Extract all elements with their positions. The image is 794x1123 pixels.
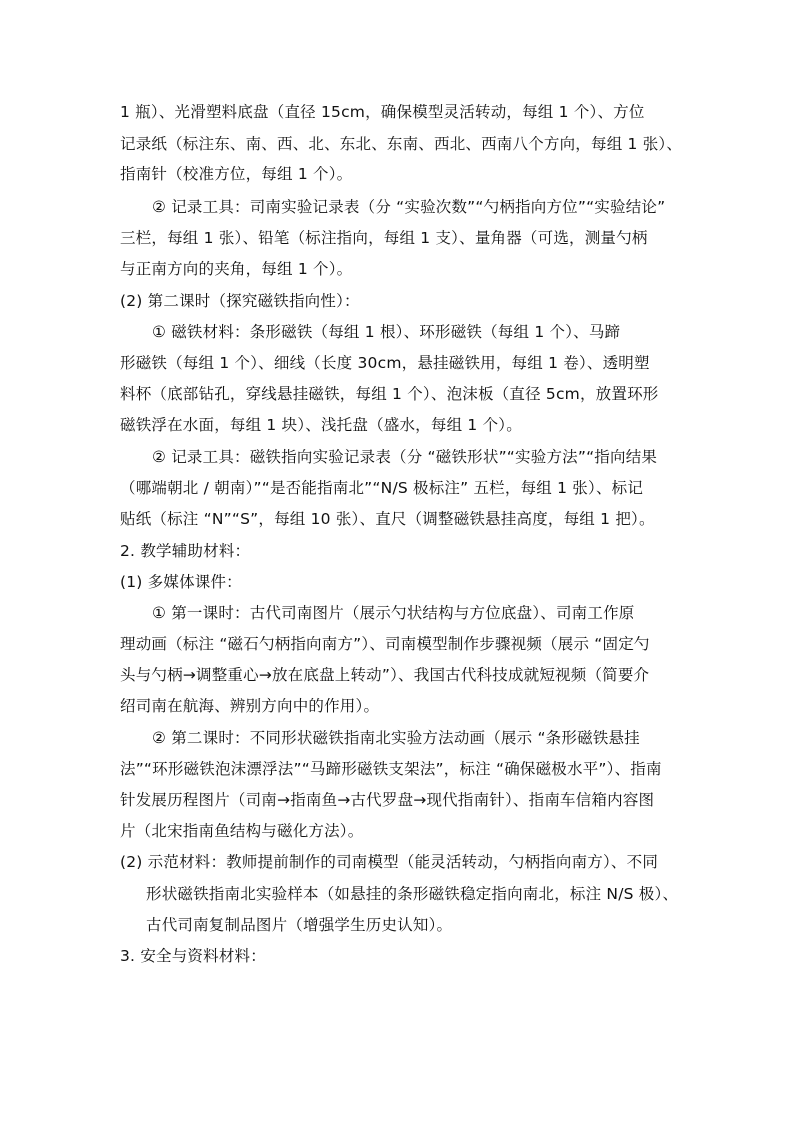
section-heading: (2) 第二课时（探究磁铁指向性）： xyxy=(120,292,360,310)
text-line: ① 第一课时：古代司南图片（展示勺状结构与方位底盘）、司南工作原 xyxy=(152,604,635,622)
text-line: 理动画（标注 “磁石勺柄指向南方”）、司南模型制作步骤视频（展示 “固定勺 xyxy=(120,635,650,653)
section-heading: 3. 安全与资料材料： xyxy=(120,947,266,965)
text-line: 绍司南在航海、辨别方向中的作用）。 xyxy=(120,697,380,715)
text-line: 与正南方向的夹角，每组 1 个）。 xyxy=(120,260,353,278)
text-line: (2) 示范材料：教师提前制作的司南模型（能灵活转动，勺柄指向南方）、不同 xyxy=(120,853,659,871)
text-line: 针发展历程图片（司南→指南鱼→古代罗盘→现代指南针）、指南车信箱内容图 xyxy=(120,791,655,809)
text-line: ② 记录工具：司南实验记录表（分 “实验次数”“勺柄指向方位”“实验结论” xyxy=(152,198,666,216)
text-line: （哪端朝北 / 朝南）”“是否能指南北”“N/S 极标注” 五栏，每组 1 张）、标记 xyxy=(120,479,644,497)
section-heading: (1) 多媒体课件： xyxy=(120,573,242,591)
text-line: 1 瓶）、光滑塑料底盘（直径 15cm，确保模型灵活转动，每组 1 个）、方位 xyxy=(120,103,645,121)
text-line: 形磁铁（每组 1 个）、细线（长度 30cm，悬挂磁铁用，每组 1 卷）、透明塑 xyxy=(120,354,650,372)
text-line: 片（北宋指南鱼结构与磁化方法）。 xyxy=(120,822,364,840)
text-line: 三栏，每组 1 张）、铅笔（标注指向，每组 1 支）、量角器（可选，测量勺柄 xyxy=(120,229,648,247)
section-heading: 2. 教学辅助材料： xyxy=(120,542,251,560)
text-line: 料杯（底部钻孔，穿线悬挂磁铁，每组 1 个）、泡沫板（直径 5cm，放置环形 xyxy=(120,385,659,403)
text-line: 指南针（校准方位，每组 1 个）。 xyxy=(120,165,353,183)
text-line: ① 磁铁材料：条形磁铁（每组 1 根）、环形磁铁（每组 1 个）、马蹄 xyxy=(152,323,621,341)
text-line: 头与勺柄→调整重心→放在底盘上转动”）、我国古代科技成就短视频（简要介 xyxy=(120,666,650,684)
text-line: ② 第二课时：不同形状磁铁指南北实验方法动画（展示 “条形磁铁悬挂 xyxy=(152,729,640,747)
text-line: 记录纸（标注东、南、西、北、东北、东南、西北、西南八个方向，每组 1 张）、 xyxy=(120,135,683,153)
text-line: 磁铁浮在水面，每组 1 块）、浅托盘（盛水，每组 1 个）。 xyxy=(120,416,522,434)
text-line: 古代司南复制品图片（增强学生历史认知）。 xyxy=(146,916,453,934)
text-line: ② 记录工具：磁铁指向实验记录表（分 “磁铁形状”“实验方法”“指向结果 xyxy=(152,448,658,466)
text-line: 贴纸（标注 “N”“S”，每组 10 张）、直尺（调整磁铁悬挂高度，每组 1 把）。 xyxy=(120,510,655,528)
text-line: 法”“环形磁铁泡沫漂浮法”“马蹄形磁铁支架法”，标注 “确保磁极水平”）、指南 xyxy=(120,760,662,778)
text-line: 形状磁铁指南北实验样本（如悬挂的条形磁铁稳定指向南北，标注 N/S 极）、 xyxy=(146,885,679,903)
